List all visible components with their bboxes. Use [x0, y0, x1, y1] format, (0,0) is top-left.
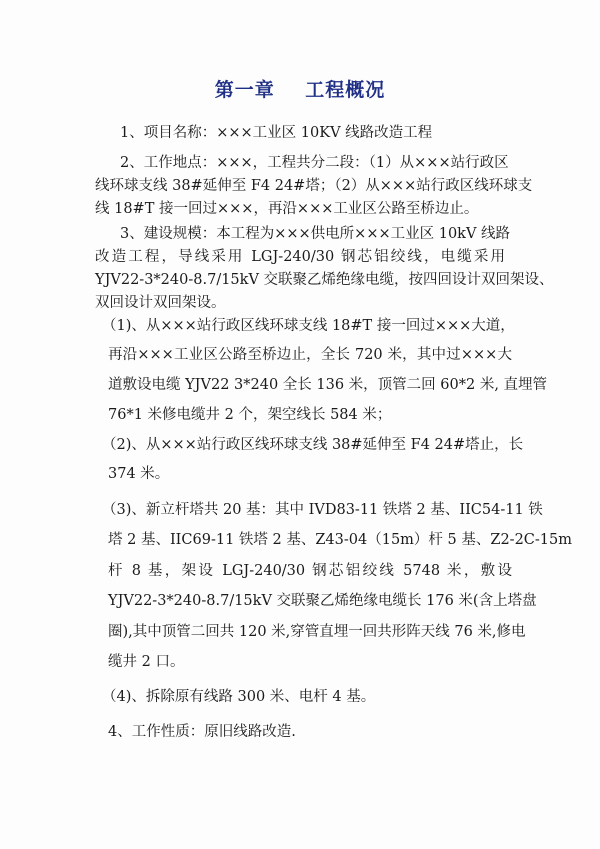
- text-line-item3-4: YJV22-3*240-8.7/15kV 交联聚乙烯绝缘电缆长 176 米(含上塔盘: [108, 593, 537, 609]
- text-line-item1-1: （1)、从×××站行政区线环球支线 18#T 接一回过×××大道，: [102, 318, 515, 334]
- text-line-scale-4: 双回设计双回架设。: [95, 295, 226, 311]
- text-line-work-location-2: 线环球支线 38#延伸至 F4 24#塔；（2）从×××站行政区线环球支: [95, 178, 533, 194]
- text-line-work-nature: 4、工作性质：原旧线路改造.: [108, 724, 296, 740]
- text-line-project-name: 1、项目名称：×××工业区 10KV 线路改造工程: [120, 125, 433, 141]
- text-line-item3-5: 圈),其中顶管二回共 120 米,穿管直埋一回共形阵天线 76 米,修电: [108, 624, 526, 640]
- text-line-item2-2: 374 米。: [108, 466, 170, 482]
- text-line-scale-1: 3、建设规模：本工程为×××供电所×××工业区 10kV 线路: [120, 226, 511, 242]
- text-line-work-location-1: 2、工作地点：×××，工程共分二段：（1）从×××站行政区: [120, 155, 509, 171]
- text-line-item3-1: （3)、新立杆塔共 20 基：其中 IVD83-11 铁塔 2 基、IIC54-11 铁: [102, 502, 543, 518]
- text-line-item1-2: 再沿×××工业区公路至桥边止，全长 720 米，其中过×××大: [108, 347, 512, 363]
- text-line-item2-1: （2)、从×××站行政区线环球支线 38#延伸至 F4 24#塔止，长: [102, 437, 524, 453]
- text-line-work-location-3: 线 18#T 接一回过×××，再沿×××工业区公路至桥边止。: [95, 201, 479, 217]
- text-line-item3-6: 缆井 2 口。: [108, 654, 185, 670]
- text-line-item4: （4)、拆除原有线路 300 米、电杆 4 基。: [102, 689, 376, 705]
- text-line-item3-3: 杆 8 基，架设 LGJ-240/30 钢芯铝绞线 5748 米，敷设: [108, 563, 512, 579]
- text-line-item1-4: 76*1 米修电缆井 2 个，架空线长 584 米；: [108, 407, 392, 423]
- text-line-scale-2: 改造工程，导线采用 LGJ-240/30 钢芯铝绞线，电缆采用: [95, 249, 505, 265]
- text-line-scale-3: YJV22-3*240-8.7/15kV 交联聚乙烯绝缘电缆，按四回设计双回架设、: [95, 272, 554, 288]
- chapter-title: 第一章 工程概况: [214, 79, 386, 101]
- text-line-item3-2: 塔 2 基、IIC69-11 铁塔 2 基、Z43-04（15m）杆 5 基、Z2-2C-15m: [108, 532, 572, 548]
- text-line-item1-3: 道敷设电缆 YJV22 3*240 全长 136 米，顶管二回 60*2 米, 直埋管: [108, 377, 548, 393]
